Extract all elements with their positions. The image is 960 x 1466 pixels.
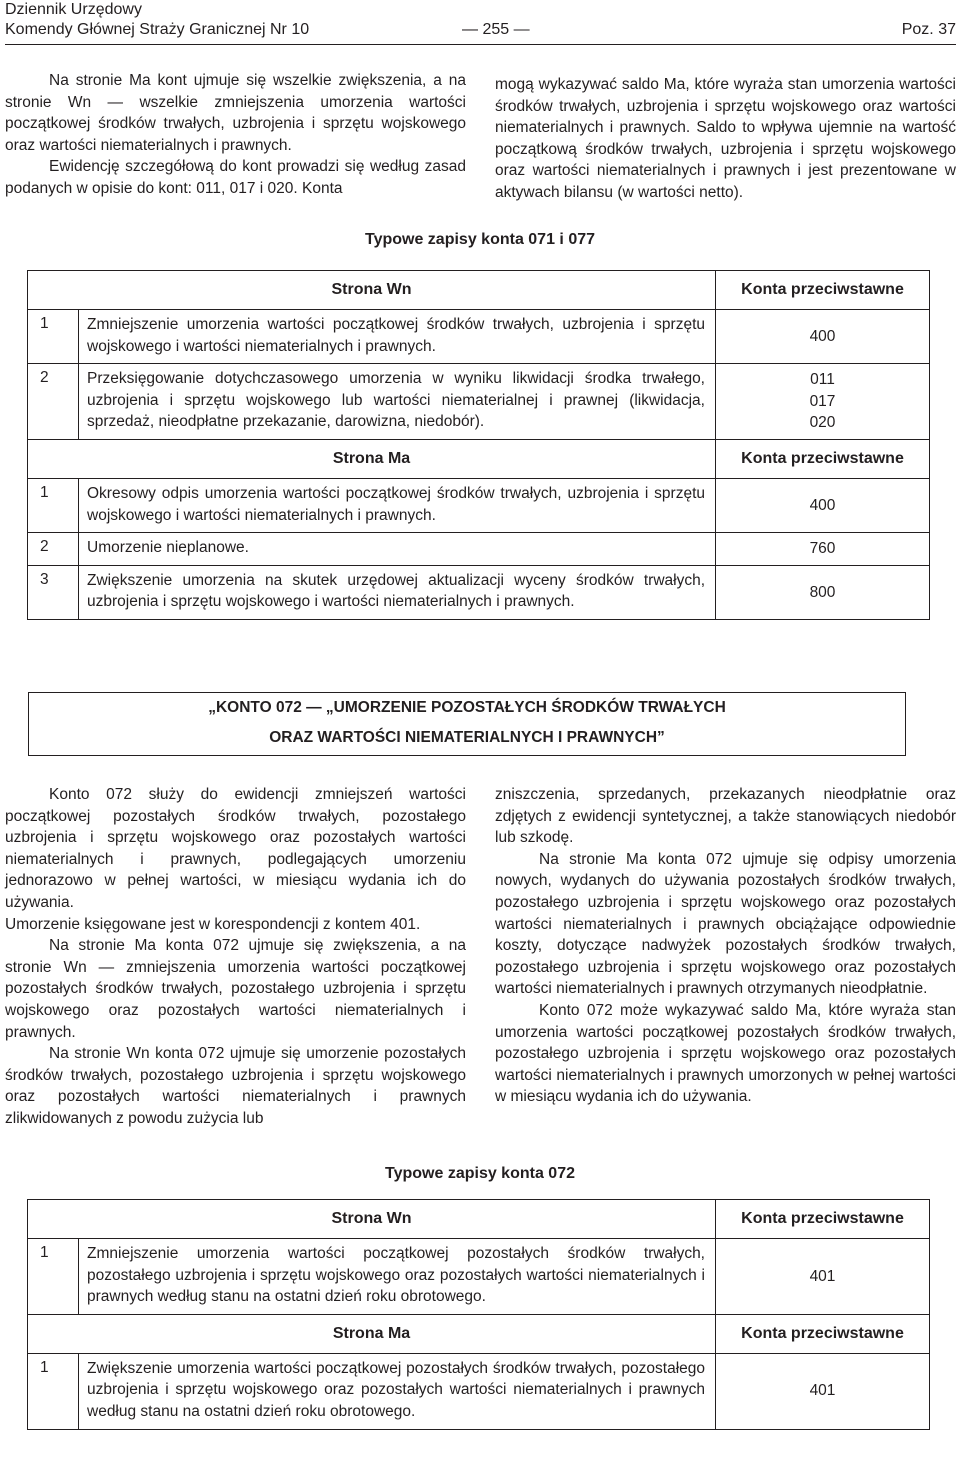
table-row	[28, 364, 930, 440]
table-caption: Typowe zapisy konta 071 i 077	[364, 231, 596, 248]
offset-account: 017	[809, 392, 836, 410]
wn-side-header: Strona Wn	[28, 271, 716, 310]
table-row	[28, 310, 930, 364]
paragraph: Konto 072 służy do ewidencji zmniejszeń wartości początkowej pozostałych środków trwałych, pozostałego uzbrojenia i sprzętu wojskowego oraz pozostałych wartości niematerialnych i prawnych, podlegających umorzeniu jednorazowo w pełnej wartości, w miesiącu wydania ich do używania.	[5, 786, 466, 911]
top-right-column	[495, 74, 956, 204]
middle-left-column	[5, 784, 466, 1130]
offset-account: 020	[809, 414, 836, 432]
accounts-header: Konta przeciwstawne	[716, 439, 930, 478]
running-header	[5, 0, 309, 40]
offset-account: 011	[810, 371, 835, 389]
paragraph: mogą wykazywać saldo Ma, które wyraża stan umorzenia wartości środków trwałych, uzbrojenia i sprzętu wojskowego oraz wartości niematerialnych i prawnych. Saldo to wpływa ujemnie na wartość początkową środków trwałych, uzbrojenia i sprzętu wojskowego oraz wartości niematerialnych i prawnych i jest prezentowane w aktywach bilansu (w wartości netto).	[495, 76, 956, 201]
paragraph: Na stronie Ma konta 072 ujmuje się odpisy umorzenia nowych, wydanych do używania pozostałych środków trwałych, pozostałego uzbrojenia i sprzętu wojskowego oraz pozostałych wartości niematerialnych i prawnych obciążające odpowiednie koszty, dotyczące nadwyżek pozostałych środków trwałych, pozostałego uzbrojenia i sprzętu wojskowego oraz pozostałych wartości niematerialnych i prawnych otrzymanych nieodpłatnie.	[495, 850, 956, 998]
row-description: Zwiększenie umorzenia na skutek urzędowej aktualizacji wyceny środków trwałych, uzbrojenia i sprzętu wojskowego i wartości niematerialnych i prawnych.	[79, 565, 716, 619]
row-number: 1	[28, 310, 79, 364]
wn-side-header: Strona Wn	[28, 1200, 716, 1239]
paragraph: Na stronie Ma kont ujmuje się wszelkie zwiększenia, a na stronie Wn — wszelkie zmniejszenia umorzenia wartości początkowej środków trwałych, uzbrojenia i sprzętu wojskowego oraz wartości niematerialnych i prawnych.	[5, 72, 466, 154]
paragraph: Na stronie Ma konta 072 ujmuje się zwiększenia, a na stronie Wn — zmniejszenia umorzenia wartości początkowej pozostałych środków trwałych, pozostałego uzbrojenia i sprzętu wojskowego oraz pozostałych wartości niematerialnych i prawnych.	[5, 937, 466, 1041]
offset-account: 401	[716, 1239, 930, 1315]
offset-account: 760	[716, 533, 930, 566]
row-number: 1	[28, 1353, 79, 1429]
paragraph: Konto 072 może wykazywać saldo Ma, które wyraża stan umorzenia wartości początkowej pozostałych środków trwałych, pozostałego uzbrojenia i sprzętu wojskowego oraz pozostałych wartości niematerialnych i prawnych umorzonych w pełnej wartości w miesiącu wydania ich do używania.	[495, 1001, 956, 1106]
entries-table-072	[27, 1199, 930, 1430]
row-description: Umorzenie nieplanowe.	[79, 533, 716, 566]
journal-title: Dziennik Urzędowy	[5, 1, 142, 18]
accounts-header: Konta przeciwstawne	[716, 271, 930, 310]
row-description: Okresowy odpis umorzenia wartości początkowej środków trwałych, uzbrojenia i sprzętu wojskowego i wartości niematerialnych i prawnych.	[79, 478, 716, 532]
offset-account: 800	[716, 565, 930, 619]
row-number: 3	[28, 565, 79, 619]
offset-account: 401	[716, 1353, 930, 1429]
row-number: 2	[28, 364, 79, 440]
row-number: 1	[28, 1239, 79, 1315]
row-number: 1	[28, 478, 79, 532]
table-caption: Typowe zapisy konta 072	[385, 1165, 575, 1182]
row-description: Zmniejszenie umorzenia wartości początkowej środków trwałych, uzbrojenia i sprzętu wojskowego i wartości niematerialnych i prawnych.	[79, 310, 716, 364]
ma-side-header: Strona Ma	[28, 439, 716, 478]
row-description: Zmniejszenie umorzenia wartości początkowej pozostałych środków trwałych, pozostałego uzbrojenia i sprzętu wojskowego oraz pozostałych wartości niematerialnych i prawnych według stanu na ostatni dzień roku obrotowego.	[79, 1239, 716, 1315]
row-description: Przeksięgowanie dotychczasowego umorzenia w wyniku likwidacji środka trwałego, uzbrojenia i sprzętu wojskowego lub wartości niematerialnej i prawnej (likwidacja, sprzedaż, nieodpłatne przekazanie, darowizna, niedobór).	[79, 364, 716, 440]
top-left-column	[5, 70, 466, 200]
page-number: — 255 —	[462, 21, 530, 38]
offset-account: 400	[716, 478, 930, 532]
row-number: 2	[28, 533, 79, 566]
table-row	[28, 478, 930, 532]
offset-accounts	[716, 364, 930, 440]
entries-table-071-077	[27, 270, 930, 620]
table-row	[28, 533, 930, 566]
ma-side-header: Strona Ma	[28, 1314, 716, 1353]
journal-issue: Komendy Głównej Straży Granicznej Nr 10	[5, 21, 310, 38]
table-row	[28, 1353, 930, 1429]
offset-account: 400	[716, 310, 930, 364]
row-description: Zwiększenie umorzenia wartości początkowej pozostałych środków trwałych, pozostałego uzbrojenia i sprzętu wojskowego oraz pozostałych wartości niematerialnych i prawnych według stanu na ostatni dzień roku obrotowego.	[79, 1353, 716, 1429]
middle-right-column	[495, 784, 956, 1108]
paragraph: Na stronie Wn konta 072 ujmuje się umorzenie pozostałych środków trwałych, pozostałego uzbrojenia i sprzętu wojskowego oraz pozostałych wartości niematerialnych i prawnych zlikwidowanych z powodu zużycia lub	[5, 1045, 466, 1127]
accounts-header: Konta przeciwstawne	[716, 1314, 930, 1353]
accounts-header: Konta przeciwstawne	[716, 1200, 930, 1239]
paragraph: Umorzenie księgowane jest w korespondencji z kontem 401.	[5, 915, 421, 933]
section-title-line: „KONTO 072 — „UMORZENIE POZOSTAŁYCH ŚRODKÓW TRWAŁYCH	[208, 699, 726, 716]
paragraph: Ewidencję szczegółową do kont prowadzi się według zasad podanych w opisie do kont: 011, 017 i 020. Konta	[5, 158, 466, 197]
section-title-line: ORAZ WARTOŚCI NIEMATERIALNYCH I PRAWNYCH”	[269, 729, 665, 746]
paragraph: zniszczenia, sprzedanych, przekazanych nieodpłatnie oraz zdjętych z ewidencji syntetycznej, a także stanowiących niedobór lub szkodę.	[495, 786, 956, 847]
table-row	[28, 565, 930, 619]
position-number: Poz. 37	[901, 21, 956, 38]
table-row	[28, 1239, 930, 1315]
section-title-box	[28, 692, 906, 756]
header-divider	[5, 44, 956, 45]
